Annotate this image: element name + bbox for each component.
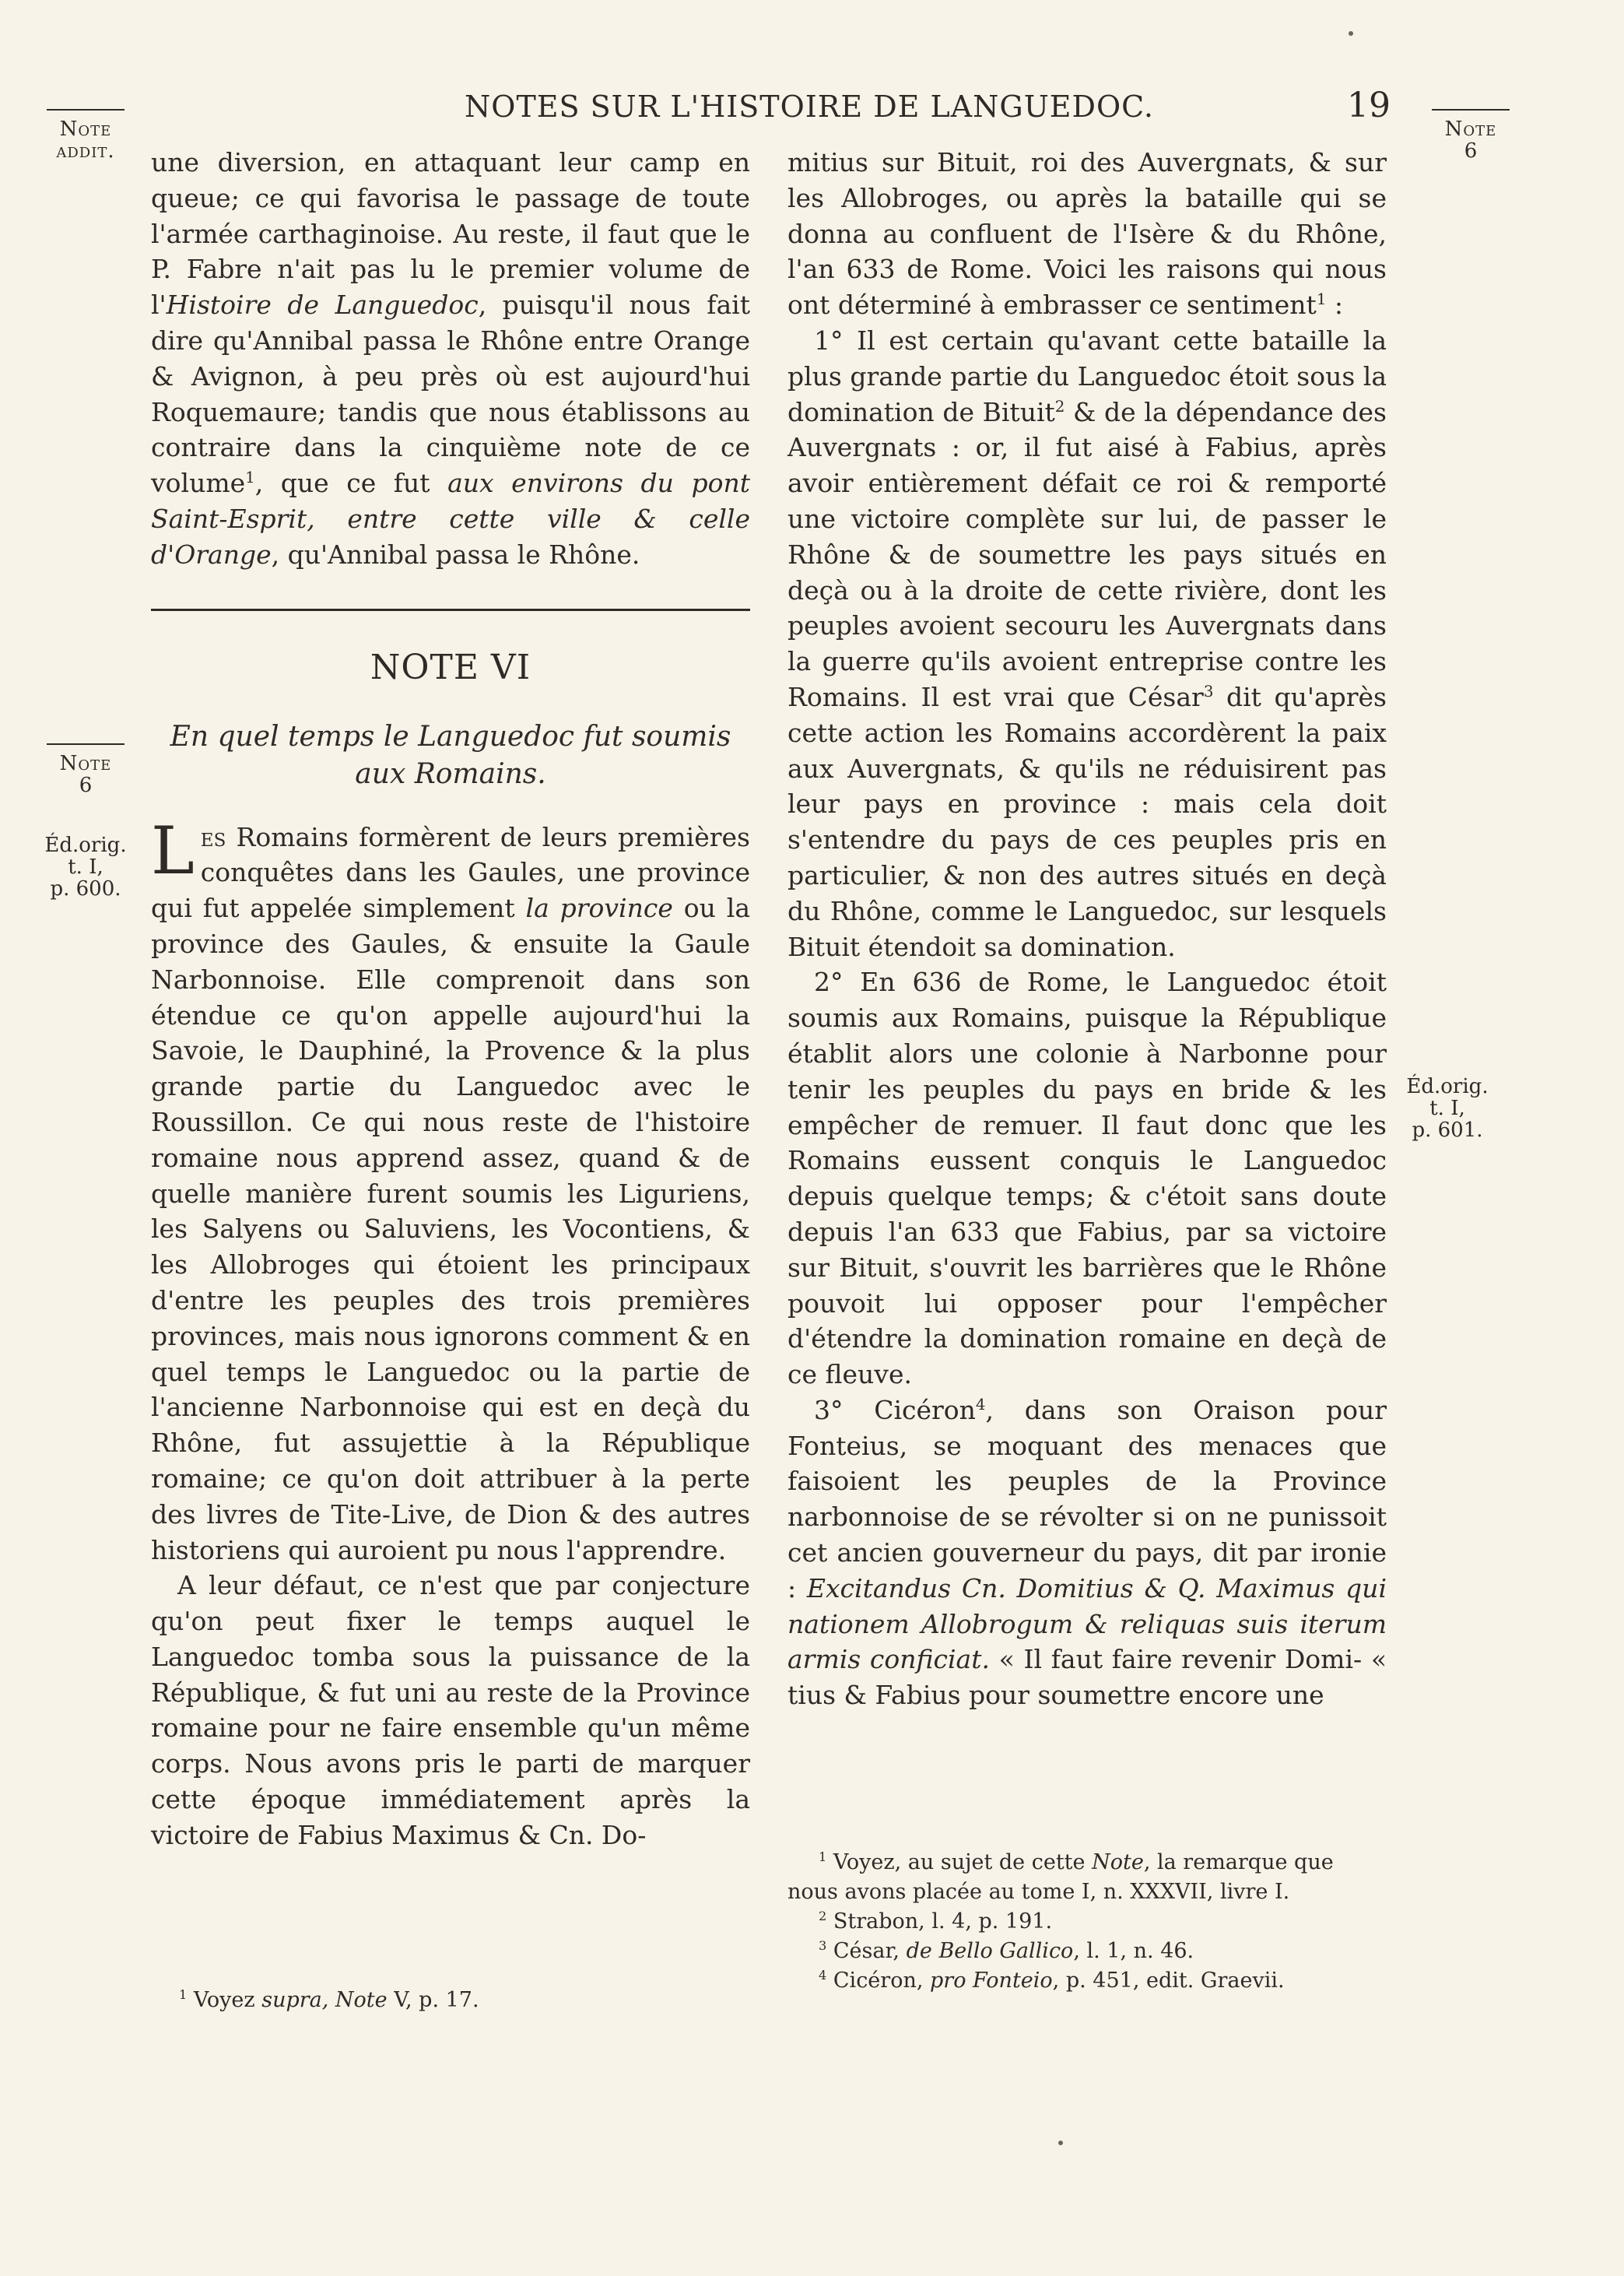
text-run: , p. 451, edit. Graevii. (1052, 1969, 1285, 1993)
margin-rule (47, 109, 125, 111)
note-title: NOTE VI (370, 647, 531, 687)
right-column (787, 145, 1387, 1713)
footnote-ref: 4 (819, 1968, 827, 1983)
margin-note-sub: 6 (79, 774, 93, 797)
footnote-ref: 2 (819, 1909, 827, 1923)
text-run: une diversion, en attaquant leur camp en queue; ce qui favorisa le passage de toute l'armée carthaginoise. Au reste, il faut que le P. Fabre n'ait pas lu le premier volume de l' (151, 147, 750, 321)
paper-speck (1058, 2141, 1063, 2145)
paragraph (787, 964, 1387, 1393)
text-run: mitius sur Bituit, roi des Auvergnats, & sur les Allobroges, ou après la bataille qui se donna au confluent de l'Isère & du Rhône, l'an 633 de Rome. Voici les raisons qui nous ont déterminé à embrasser ce sentiment (787, 147, 1387, 321)
opening-smallcaps: es (200, 821, 226, 852)
italic-text: aux environs du pont Saint-Esprit, entre cette ville & celle d'Orange (151, 468, 750, 570)
text-run: 3° Cicéron (814, 1394, 976, 1425)
text-run: ou la province des Gaules, & ensuite la Gaule Narbonnoise. Elle comprenoit dans son étendue ce qu'on appelle aujourd'hui la Savoie, le Dauphiné, la Provence & la plus grande partie du Languedoc avec le Roussillon. Ce qui nous reste de l'histoire romaine nous apprend assez, quand & de quelle manière furent soumis les Liguriens, les Salyens ou Saluviens, les Vocontiens, & les Allobroges qui étoient les principaux d'entre les peuples des trois premières provinces, mais nous ignorons comment & en quel temps le Languedoc ou la partie de l'ancienne Narbonnoise qui est en deçà du Rhône, fut assujettie à la République romaine; ce qu'on doit attribuer à la perte des livres de Tite-Live, de Dion & des autres historiens qui auroient pu nous l'apprendre. (151, 893, 750, 1565)
paragraph (151, 1568, 750, 1853)
margin-note-label: Note (59, 752, 112, 775)
footnote (179, 1986, 747, 2014)
edition-label: Éd.orig. (1406, 1075, 1489, 1098)
footnote-ref: 1 (179, 1987, 188, 2002)
edition-page: p. 601. (1412, 1119, 1483, 1142)
margin-note-label: Note (1444, 118, 1497, 141)
text-run: A leur défaut, ce n'est que par conjecture qu'on peut fixer le temps auquel le Languedoc tomba sous la puissance de la République, & fut uni au reste de la Province romaine pour ne faire ensemble qu'un même corps. Nous avons pris le parti de marquer cette époque immédiatement après la victoire de Fabius Maximus & Cn. Do- (151, 1570, 750, 1850)
text-run: V, p. 17. (387, 1988, 479, 2012)
drop-cap: L (151, 812, 195, 889)
footnote (787, 1848, 1387, 1907)
text-run: Voyez (187, 1988, 262, 2012)
margin-note-top-left (31, 109, 140, 162)
footnote-ref: 1 (1316, 290, 1327, 309)
edition-tome: t. I, (68, 855, 103, 879)
paragraph (787, 145, 1387, 323)
text-run: 2° En 636 de Rome, le Languedoc étoit soumis aux Romains, puisque la République établit alors une colonie à Narbonne pour tenir les peuples du pays en bride & les empêcher de remuer. Il faut donc que les Romains eussent conquis le Languedoc depuis quelque temps; & c'étoit sans doute depuis l'an 633 que Fabius, par sa victoire sur Bituit, s'ouvrit les barrières que le Rhône pouvoit lui opposer pour l'empêcher d'étendre la domination romaine en deçà de ce fleuve. (787, 967, 1387, 1390)
text-run: Cicéron, (826, 1969, 931, 1993)
paragraph-opening (151, 812, 750, 1568)
left-column (151, 145, 750, 1853)
margin-note-sub: addit. (56, 139, 115, 163)
footnotes-right (787, 1848, 1387, 1996)
footnote (787, 1966, 1387, 1996)
running-head: NOTES SUR L'HISTOIRE DE LANGUEDOC. (465, 90, 1154, 124)
edition-page: p. 600. (50, 877, 121, 901)
text-run: : (1326, 290, 1344, 321)
margin-edition-ref-left (31, 834, 140, 900)
italic-text: Excitandus Cn. Domitius & Q. Maximus qui nationem Allobrogum & reliquas suis iterum armis conficiat. (787, 1572, 1387, 1675)
text-run: Strabon, l. 4, p. 191. (826, 1909, 1053, 1934)
footnote-ref: 3 (1203, 682, 1214, 701)
text-run: « Il faut faire revenir Domi- « tius & Fabius pour soumettre encore une (787, 1644, 1387, 1711)
margin-edition-ref-right (1393, 1076, 1502, 1141)
footnote-ref: 2 (1054, 397, 1065, 416)
text-run: César, (826, 1939, 907, 1963)
paragraph (787, 1393, 1387, 1713)
text-run: , qu'Annibal passa le Rhône. (271, 539, 640, 570)
footnote-ref: 1 (245, 469, 255, 487)
text-run: 1° Il est certain qu'avant cette bataille la plus grande partie du Languedoc étoit sous la domination de Bituit (787, 325, 1387, 427)
text-run: , dans son Oraison pour Fonteius, se moquant des menaces que faisoient les peuples de la Province narbonnoise de se révolter si on ne punissoit cet ancien gouverneur du pays, dit par ironie : (787, 1394, 1387, 1603)
italic-text: Note (1092, 1850, 1144, 1874)
text-run: , puisqu'il nous fait dire qu'Annibal passa le Rhône entre Orange & Avignon, à peu près où est aujourd'hui Roquemaure; tandis que nous établissons au contraire dans la cinquième note de ce volume (151, 290, 750, 499)
italic-text: Histoire de Languedoc (166, 290, 479, 321)
text-run: & de la dépendance des Auvergnats : or, il fut aisé à Fabius, après avoir entièrement défait ce roi & remporté une victoire complète sur lui, de passer le Rhône & de soumettre les pays situés en deçà ou à la droite de cette rivière, dont les peuples avoient secouru les Auvergnats dans la guerre qu'ils avoient entreprise contre les Romains. Il est vrai que César (787, 396, 1387, 712)
text-run: , la remarque que nous avons placée au tome I, n. XXXVII, livre I. (787, 1850, 1334, 1904)
opening-text (151, 812, 750, 1565)
italic-text: pro Fonteio (930, 1969, 1053, 1993)
paragraph (787, 323, 1387, 964)
margin-note-sub: 6 (1464, 139, 1478, 163)
page-number: 19 (1347, 86, 1391, 125)
note-subtitle: En quel temps le Languedoc fut soumis aux Romains. (170, 720, 731, 790)
footnote (787, 1937, 1387, 1966)
margin-note-mid-left (31, 743, 140, 796)
text-run: Romains formèrent de leurs premières conquêtes dans les Gaules, une province qui fut appelée simplement (151, 821, 750, 924)
paragraph (151, 145, 750, 573)
paper-speck (1349, 31, 1353, 36)
text-run: Voyez, au sujet de cette (826, 1850, 1093, 1874)
text-run: , l. 1, n. 46. (1073, 1939, 1194, 1963)
italic-text: la province (525, 893, 673, 924)
edition-label: Éd.orig. (44, 834, 127, 857)
footnotes-left (179, 1986, 747, 2014)
italic-text: supra, Note (261, 1988, 388, 2012)
margin-rule (47, 743, 125, 745)
margin-note-label: Note (59, 118, 112, 141)
text-run: , que ce fut (254, 468, 448, 499)
edition-tome: t. I, (1429, 1097, 1465, 1120)
footnote-ref: 1 (819, 1849, 827, 1864)
section-divider (151, 609, 750, 611)
italic-text: de Bello Gallico (906, 1939, 1074, 1963)
margin-note-top-right (1416, 109, 1525, 162)
footnote-ref: 3 (819, 1938, 827, 1953)
footnote (787, 1907, 1387, 1937)
footnote-ref: 4 (975, 1395, 986, 1414)
text-run: dit qu'après cette action les Romains accordèrent la paix aux Auvergnats, & qu'ils ne réduisirent pas leur pays en province : mais cela doit s'entendre du pays de ces peuples pris en particulier, & non des autres situés en deçà du Rhône, comme le Languedoc, sur lesquels Bituit étendoit sa domination. (787, 681, 1387, 962)
margin-rule (1432, 109, 1510, 111)
